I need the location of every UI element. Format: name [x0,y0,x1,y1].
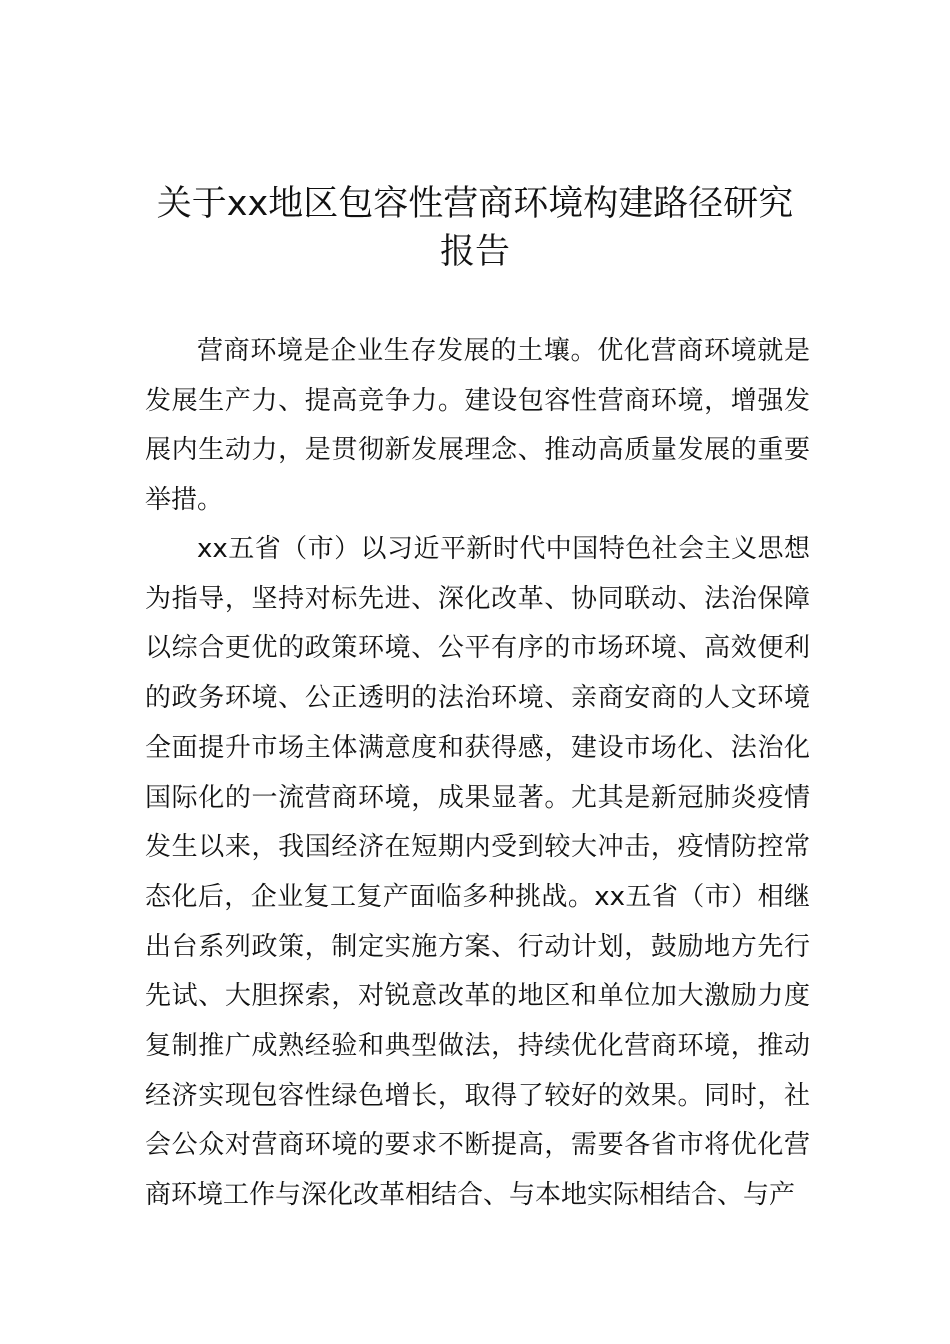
document-title-line-1: 关于xx地区包容性营商环境构建路径研究 [156,184,794,224]
document-title-line-2: 报告 [439,232,510,272]
body-paragraph: 营商环境是企业生存发展的土壤。优化营商环境就是发展生产力、提高竞争力。建设包容性营商环境，增强发展内生动力，是贯彻新发展理念、推动高质量发展的重要举措。 [145,336,810,516]
body-paragraph: xx五省（市）以习近平新时代中国特色社会主义思想为指导，坚持对标先进、深化改革、协同联动、法治保障以综合更优的政策环境、公平有序的市场环境、高效便利的政务环境、公正透明的法治环境、亲商安商的人文环境全面提升市场主体满意度和获得感，建设市场化、法治化国际化的一流营商环境，成果显著。尤其是新冠肺炎疫情发生以来，我国经济在短期内受到较大冲击，疫情防控常态化后，企业复工复产面临多种挑战。xx五省（市）相继出台系列政策，制定实施方案、行动计划，鼓励地方先行先试、大胆探索，对锐意改革的地区和单位加大激励力度复制推广成熟经验和典型做法，持续优化营商环境，推动经济实现包容性绿色增长，取得了较好的效果。同时，社会公众对营商环境的要求不断提高，需要各省市将优化营商环境工作与深化改革相结合、与本地实际相结合、与产 [145,534,810,1211]
